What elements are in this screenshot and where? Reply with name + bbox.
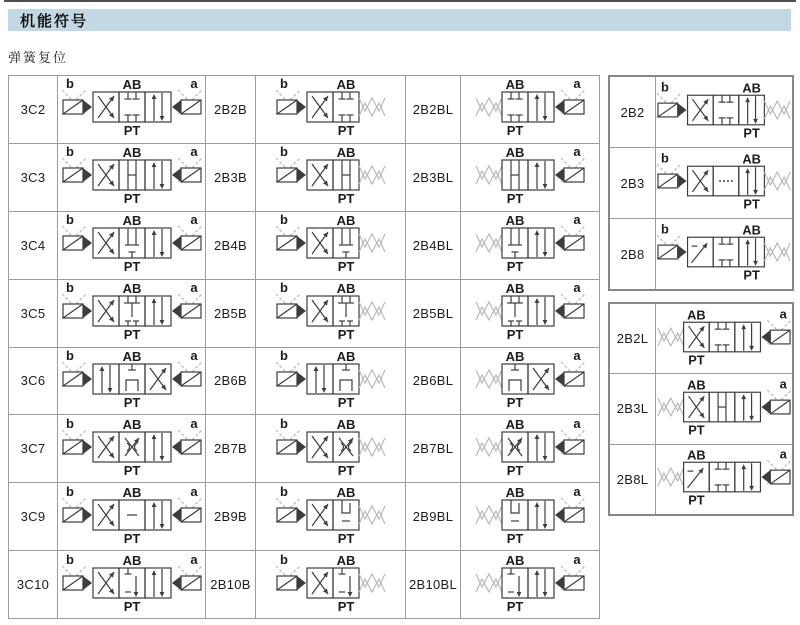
valve-symbol-2B3: [656, 148, 792, 218]
svg-text:AB: AB: [505, 553, 525, 568]
valve-code-2B5B: 2B5B: [206, 280, 255, 347]
svg-text:AB: AB: [122, 349, 141, 364]
svg-text:PT: PT: [743, 125, 760, 141]
svg-text:AB: AB: [336, 78, 355, 93]
valve-symbol-3C3: [58, 144, 205, 211]
svg-text:b: b: [65, 78, 74, 92]
svg-text:b: b: [65, 553, 74, 567]
svg-text:PT: PT: [506, 530, 524, 546]
valve-code-2B3L: 2B3L: [610, 374, 655, 443]
valve-symbol-svg-2B2L: [656, 308, 792, 370]
svg-text:AB: AB: [505, 485, 525, 500]
valve-code-2B6B: 2B6B: [206, 348, 255, 415]
svg-text:PT: PT: [123, 394, 140, 410]
valve-symbol-svg-3C9: [61, 486, 203, 548]
valve-code-3C5: 3C5: [9, 280, 57, 347]
svg-text:a: a: [573, 146, 581, 160]
valve-code-3C7: 3C7: [9, 415, 57, 482]
svg-text:AB: AB: [122, 282, 141, 297]
valve-symbol-2B6B: [256, 348, 405, 415]
valve-symbol-svg-3C6: [61, 350, 203, 412]
valve-symbol-svg-2B3BL: [474, 146, 586, 208]
svg-text:PT: PT: [337, 191, 354, 207]
valve-symbol-3C9: [58, 483, 205, 550]
section-header-title: 机能符号: [20, 12, 89, 30]
section-header: [8, 9, 791, 31]
svg-text:a: a: [573, 553, 581, 567]
svg-text:PT: PT: [506, 462, 524, 478]
svg-text:AB: AB: [122, 78, 141, 93]
svg-text:PT: PT: [123, 598, 140, 614]
valve-symbol-2B4BL: [461, 212, 599, 279]
valve-symbol-svg-3C2: [61, 78, 203, 140]
svg-text:PT: PT: [506, 394, 524, 410]
svg-text:b: b: [279, 485, 288, 499]
svg-text:PT: PT: [337, 327, 354, 343]
valve-symbol-svg-3C4: [61, 214, 203, 276]
valve-code-3C4: 3C4: [9, 212, 57, 279]
svg-text:b: b: [65, 146, 74, 160]
svg-text:PT: PT: [123, 259, 140, 275]
svg-text:PT: PT: [337, 123, 354, 139]
page-top-border: [4, 0, 796, 2]
valve-symbol-svg-2B2B: [275, 78, 387, 140]
svg-text:a: a: [189, 146, 198, 160]
svg-text:PT: PT: [743, 267, 760, 283]
svg-text:AB: AB: [122, 417, 141, 432]
valve-symbol-3C4: [58, 212, 205, 279]
valve-symbol-2B2BL: [461, 76, 599, 143]
svg-text:a: a: [189, 78, 198, 92]
valve-code-3C3: 3C3: [9, 144, 57, 211]
svg-text:PT: PT: [688, 352, 705, 368]
svg-text:b: b: [65, 417, 74, 431]
svg-text:a: a: [573, 214, 581, 228]
svg-text:AB: AB: [505, 349, 525, 364]
svg-text:AB: AB: [505, 282, 525, 297]
svg-text:a: a: [189, 214, 198, 228]
valve-code-2B10B: 2B10B: [206, 551, 255, 618]
svg-text:AB: AB: [336, 417, 355, 432]
svg-text:b: b: [279, 417, 288, 431]
valve-symbol-2B4B: [256, 212, 405, 279]
svg-text:a: a: [189, 485, 198, 499]
svg-text:PT: PT: [123, 123, 140, 139]
svg-text:AB: AB: [742, 81, 761, 96]
valve-symbol-3C10: [58, 551, 205, 618]
svg-text:PT: PT: [123, 327, 140, 343]
valve-symbol-2B7B: [256, 415, 405, 482]
svg-text:a: a: [189, 417, 198, 431]
valve-symbol-svg-2B6B: [275, 350, 387, 412]
svg-text:AB: AB: [505, 146, 525, 161]
valve-code-2B2: 2B2: [610, 77, 655, 147]
svg-text:PT: PT: [743, 196, 760, 212]
valve-symbol-2B9B: [256, 483, 405, 550]
valve-symbol-3C5: [58, 280, 205, 347]
valve-code-2B10BL: 2B10BL: [406, 551, 460, 618]
valve-symbol-svg-3C10: [61, 554, 203, 616]
valve-symbol-svg-2B8: [656, 223, 792, 285]
symbol-table-right-bottom: [608, 302, 794, 516]
valve-symbol-svg-2B2: [656, 81, 792, 143]
svg-text:AB: AB: [122, 553, 141, 568]
svg-text:AB: AB: [505, 214, 525, 229]
valve-code-2B8: 2B8: [610, 219, 655, 289]
valve-symbol-2B2L: [656, 304, 792, 373]
svg-text:PT: PT: [123, 530, 140, 546]
svg-text:AB: AB: [687, 307, 706, 322]
valve-code-2B2L: 2B2L: [610, 304, 655, 373]
svg-text:a: a: [189, 349, 198, 363]
svg-text:PT: PT: [506, 327, 524, 343]
svg-text:PT: PT: [506, 259, 524, 275]
valve-symbol-2B5BL: [461, 280, 599, 347]
valve-symbol-2B8: [656, 219, 792, 289]
svg-text:a: a: [189, 282, 198, 296]
valve-symbol-2B9BL: [461, 483, 599, 550]
valve-code-2B9B: 2B9B: [206, 483, 255, 550]
svg-text:AB: AB: [122, 146, 141, 161]
svg-text:PT: PT: [688, 422, 705, 438]
svg-text:AB: AB: [742, 152, 761, 167]
svg-text:AB: AB: [336, 553, 355, 568]
valve-symbol-2B10BL: [461, 551, 599, 618]
symbol-table-right-top: [608, 75, 794, 291]
valve-code-2B2B: 2B2B: [206, 76, 255, 143]
svg-text:b: b: [279, 146, 288, 160]
svg-text:b: b: [65, 349, 74, 363]
svg-text:b: b: [279, 282, 288, 296]
svg-text:PT: PT: [337, 462, 354, 478]
valve-symbol-2B8L: [656, 445, 792, 514]
svg-text:PT: PT: [506, 191, 524, 207]
valve-symbol-svg-2B7BL: [474, 418, 586, 480]
svg-text:b: b: [279, 349, 288, 363]
valve-code-2B4B: 2B4B: [206, 212, 255, 279]
valve-symbol-2B3B: [256, 144, 405, 211]
svg-text:b: b: [65, 282, 74, 296]
valve-symbol-svg-2B9BL: [474, 486, 586, 548]
svg-text:b: b: [279, 214, 288, 228]
valve-symbol-svg-2B4B: [275, 214, 387, 276]
valve-code-3C10: 3C10: [9, 551, 57, 618]
valve-symbol-2B3BL: [461, 144, 599, 211]
svg-text:AB: AB: [687, 377, 706, 393]
svg-text:b: b: [65, 214, 74, 228]
svg-text:a: a: [573, 485, 581, 499]
valve-code-2B3BL: 2B3BL: [406, 144, 460, 211]
svg-text:PT: PT: [123, 191, 140, 207]
svg-text:PT: PT: [123, 462, 140, 478]
valve-symbol-2B7BL: [461, 415, 599, 482]
svg-text:a: a: [779, 307, 787, 321]
valve-symbol-svg-2B7B: [275, 418, 387, 480]
valve-symbol-svg-3C7: [61, 418, 203, 480]
valve-symbol-svg-2B2BL: [474, 78, 586, 140]
svg-text:AB: AB: [742, 223, 761, 238]
valve-symbol-2B10B: [256, 551, 405, 618]
svg-text:PT: PT: [506, 123, 524, 139]
svg-text:b: b: [279, 553, 288, 567]
symbol-table-main: [8, 75, 600, 619]
valve-code-2B6BL: 2B6BL: [406, 348, 460, 415]
svg-text:PT: PT: [337, 259, 354, 275]
valve-symbol-3C7: [58, 415, 205, 482]
valve-code-2B7BL: 2B7BL: [406, 415, 460, 482]
valve-symbol-svg-2B3B: [275, 146, 387, 208]
svg-text:a: a: [779, 448, 787, 462]
svg-text:b: b: [65, 485, 74, 499]
valve-symbol-2B2B: [256, 76, 405, 143]
svg-text:a: a: [573, 417, 581, 431]
valve-symbol-svg-2B9B: [275, 486, 387, 548]
valve-symbol-svg-2B10BL: [474, 554, 586, 616]
svg-text:AB: AB: [336, 282, 355, 297]
svg-text:PT: PT: [337, 394, 354, 410]
valve-code-2B5BL: 2B5BL: [406, 280, 460, 347]
svg-text:AB: AB: [122, 214, 141, 229]
svg-text:b: b: [660, 152, 669, 166]
svg-text:PT: PT: [506, 598, 524, 614]
svg-text:AB: AB: [687, 448, 706, 463]
valve-code-3C6: 3C6: [9, 348, 57, 415]
valve-code-2B3B: 2B3B: [206, 144, 255, 211]
svg-text:b: b: [660, 81, 669, 95]
svg-text:AB: AB: [336, 485, 355, 500]
svg-text:a: a: [189, 553, 198, 567]
valve-symbol-svg-2B4BL: [474, 214, 586, 276]
svg-text:a: a: [573, 349, 581, 363]
svg-text:b: b: [279, 78, 288, 92]
valve-code-2B4BL: 2B4BL: [406, 212, 460, 279]
svg-text:PT: PT: [337, 530, 354, 546]
valve-code-2B7B: 2B7B: [206, 415, 255, 482]
svg-text:AB: AB: [336, 214, 355, 229]
valve-symbol-svg-3C5: [61, 282, 203, 344]
svg-text:b: b: [660, 223, 669, 237]
spring-return-label: 弹簧复位: [8, 50, 69, 65]
valve-symbol-svg-3C3: [61, 146, 203, 208]
svg-text:a: a: [779, 377, 787, 392]
valve-code-3C9: 3C9: [9, 483, 57, 550]
svg-text:PT: PT: [337, 598, 354, 614]
valve-symbol-svg-2B3L: [656, 378, 792, 440]
valve-symbol-2B2: [656, 77, 792, 147]
valve-symbol-svg-2B10B: [275, 554, 387, 616]
svg-text:AB: AB: [336, 146, 355, 161]
valve-code-2B2BL: 2B2BL: [406, 76, 460, 143]
valve-symbol-2B3L: [656, 374, 792, 443]
svg-text:AB: AB: [336, 349, 355, 364]
svg-text:a: a: [573, 78, 581, 92]
valve-code-2B9BL: 2B9BL: [406, 483, 460, 550]
svg-text:AB: AB: [505, 78, 525, 93]
valve-symbol-svg-2B5BL: [474, 282, 586, 344]
valve-symbol-2B6BL: [461, 348, 599, 415]
valve-code-2B8L: 2B8L: [610, 445, 655, 514]
valve-symbol-3C2: [58, 76, 205, 143]
valve-symbol-svg-2B6BL: [474, 350, 586, 412]
valve-symbol-3C6: [58, 348, 205, 415]
valve-symbol-svg-2B5B: [275, 282, 387, 344]
valve-symbol-svg-2B3: [656, 152, 792, 214]
valve-code-2B3: 2B3: [610, 148, 655, 218]
valve-symbol-2B5B: [256, 280, 405, 347]
svg-text:a: a: [573, 282, 581, 296]
valve-code-3C2: 3C2: [9, 76, 57, 143]
svg-text:AB: AB: [505, 417, 525, 432]
valve-symbol-svg-2B8L: [656, 448, 792, 510]
svg-text:AB: AB: [122, 485, 141, 500]
svg-text:PT: PT: [688, 492, 705, 508]
